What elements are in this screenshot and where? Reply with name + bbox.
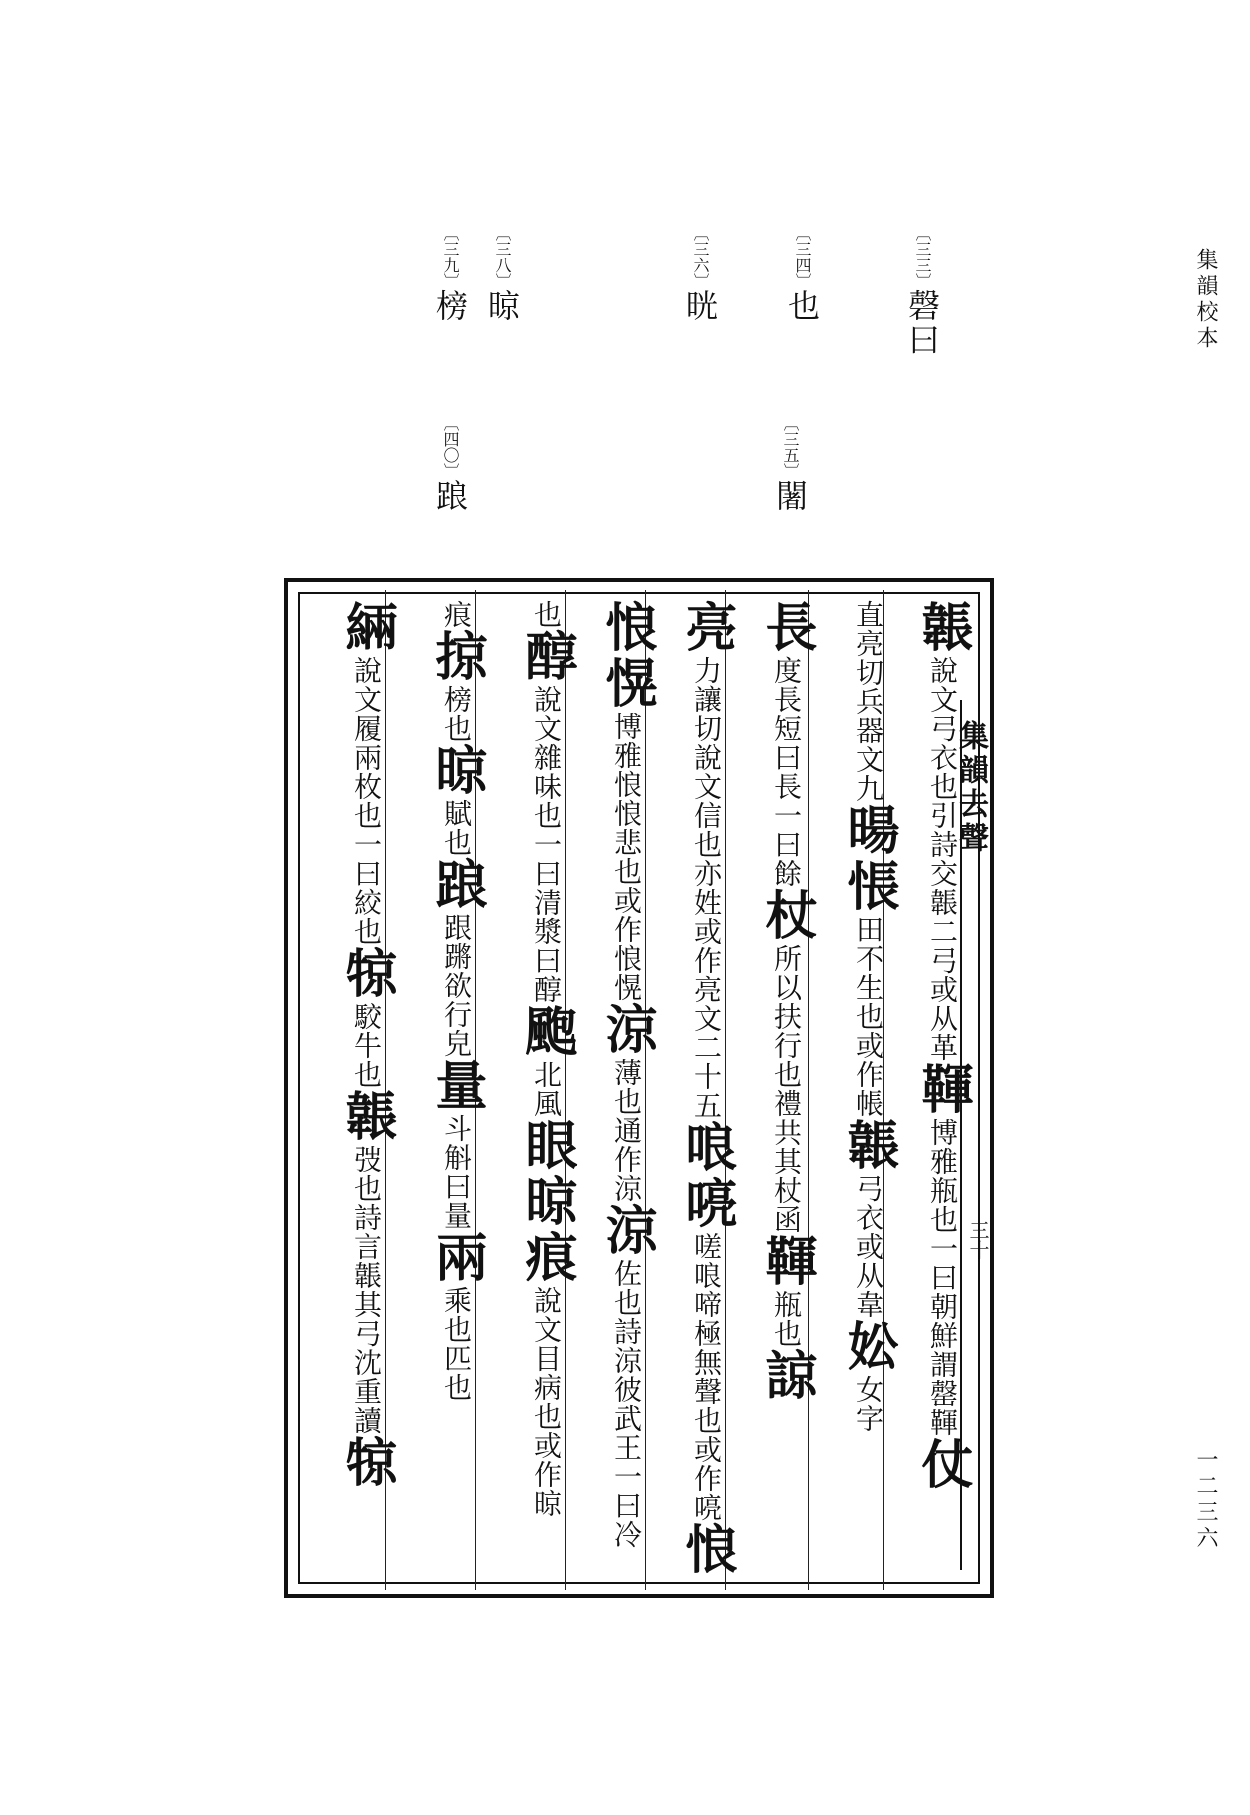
collation-note [482, 225, 522, 323]
collation-note [430, 225, 470, 323]
note-text: 磬曰 [903, 289, 941, 357]
gloss: 乘也匹也 [440, 1286, 473, 1402]
note-mark: 〔四〇〕 [441, 415, 460, 479]
banxin-folio: 三十 [966, 1220, 990, 1260]
note-text: 踉 [431, 479, 469, 513]
collation-note [430, 415, 470, 513]
gloss: 斗斛曰量 [440, 1114, 473, 1230]
headword: 量 [426, 1058, 487, 1114]
headword: 晾 [516, 1174, 577, 1230]
gloss: 佐也詩涼彼武王一曰冷 [610, 1259, 643, 1549]
column-rule [725, 590, 726, 1590]
headword: 仗 [912, 1437, 973, 1493]
note-mark: 〔三八〕 [493, 225, 512, 289]
gloss: 瓶也 [770, 1290, 803, 1348]
page-number: 一二三六 [1193, 1448, 1218, 1552]
headword: 掠 [426, 629, 487, 685]
note-text: 晄 [681, 289, 719, 323]
headword: 痕 [516, 1230, 577, 1286]
gloss: 直亮切兵器文九 [852, 600, 885, 803]
headword: 韔 [912, 600, 973, 656]
headword: 䩵 [912, 1062, 973, 1118]
gloss: 駮牛也 [350, 1002, 383, 1089]
text-column [300, 600, 397, 1580]
note-mark: 〔三六〕 [691, 225, 710, 289]
gloss: 弓衣或从韋 [852, 1174, 885, 1319]
gloss: 博雅悢悢悲也或作悢愰 [610, 712, 643, 1002]
gloss: 說文雜味也一曰清漿曰醇 [530, 685, 563, 1004]
text-column [730, 600, 817, 1580]
gloss: 嗟哴啼極無聲也或作喨 [690, 1232, 723, 1522]
headword: 緉 [336, 600, 397, 656]
gloss: 度長短曰長一曰餘 [770, 656, 803, 888]
note-mark: 〔三四〕 [793, 225, 812, 289]
gloss: 說文弓衣也引詩交韔二弓或从革 [926, 656, 959, 1062]
headword: 眼 [516, 1118, 577, 1174]
text-column [390, 600, 487, 1580]
headword: 哴 [676, 1120, 737, 1176]
gloss: 也 [530, 600, 563, 629]
headword: 悢 [596, 600, 657, 656]
collation-note [902, 225, 942, 357]
note-mark: 〔三九〕 [441, 225, 460, 289]
note-text: 闍 [771, 479, 809, 513]
gloss: 所以扶行也禮共其杖函 [770, 944, 803, 1234]
headword: 韔 [336, 1089, 397, 1145]
gloss: 弢也詩言韔其弓沈重讀 [350, 1145, 383, 1435]
headword: 㹁 [336, 1435, 397, 1491]
collation-note [680, 225, 720, 323]
note-text: 榜 [431, 289, 469, 323]
column-rule [808, 590, 809, 1590]
banxin-title: 集韻去聲 [953, 720, 988, 856]
headword: 晾 [426, 743, 487, 799]
headword: 暘 [838, 803, 899, 859]
note-text: 也 [783, 289, 821, 323]
headword: 兩 [426, 1230, 487, 1286]
collation-note [782, 225, 822, 323]
headword: 喨 [676, 1176, 737, 1232]
running-header: 集韻校本 [1193, 248, 1218, 352]
gloss: 女字 [852, 1375, 885, 1433]
headword: 愰 [596, 656, 657, 712]
gloss: 北風 [530, 1060, 563, 1118]
headword: 韔 [838, 1118, 899, 1174]
headword: 亮 [676, 600, 737, 656]
gloss: 說文目病也或作晾 [530, 1286, 563, 1518]
note-text: 晾 [483, 289, 521, 323]
headword: 㹁 [336, 946, 397, 1002]
column-rule [565, 590, 566, 1590]
gloss: 跟蹡欲行皃 [440, 913, 473, 1058]
headword: 長 [756, 600, 817, 656]
headword: 颮 [516, 1004, 577, 1060]
gloss: 田不生也或作帳 [852, 915, 885, 1118]
text-column [570, 600, 657, 1580]
headword: 諒 [756, 1348, 817, 1404]
note-mark: 〔三五〕 [781, 415, 800, 479]
gloss: 痕 [440, 600, 473, 629]
gloss: 榜也 [440, 685, 473, 743]
headword: 杖 [756, 888, 817, 944]
text-column [812, 600, 899, 1580]
headword: 妐 [838, 1319, 899, 1375]
headword: 踉 [426, 857, 487, 913]
column-rule [645, 590, 646, 1590]
note-mark: 〔三三〕 [913, 225, 932, 289]
text-column [480, 600, 577, 1580]
headword: 悢 [676, 1522, 737, 1578]
gloss: 博雅瓶也一曰朝鮮謂罄䩵 [926, 1118, 959, 1437]
gloss: 說文履兩枚也一曰絞也 [350, 656, 383, 946]
headword: 醇 [516, 629, 577, 685]
gloss: 薄也通作涼 [610, 1058, 643, 1203]
headword: 悵 [838, 859, 899, 915]
headword: 涼 [596, 1002, 657, 1058]
headword: 䩵 [756, 1234, 817, 1290]
gloss: 賦也 [440, 799, 473, 857]
headword: 涼 [596, 1203, 657, 1259]
text-column [650, 600, 737, 1580]
collation-note [770, 415, 810, 513]
gloss: 力讓切說文信也亦姓或作亮文二十五 [690, 656, 723, 1120]
